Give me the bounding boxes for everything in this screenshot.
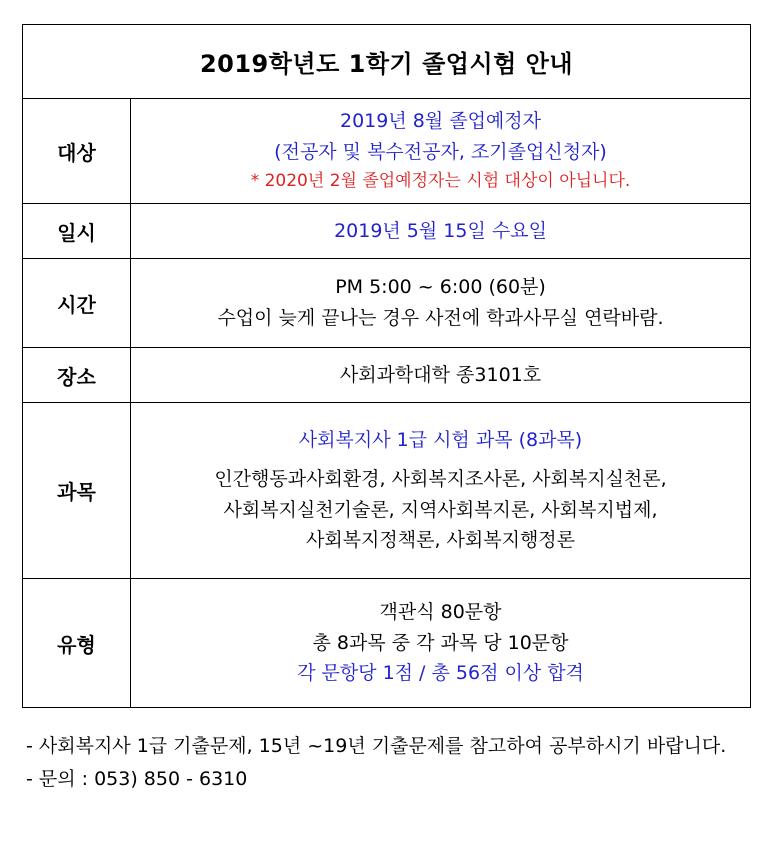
row-content-place — [131, 348, 751, 403]
row-label-place: 장소 — [23, 348, 131, 403]
table-row — [23, 204, 751, 259]
row-label-time: 시간 — [23, 259, 131, 348]
table-row — [23, 403, 751, 579]
row-content-time — [131, 259, 751, 348]
row-content-type — [131, 579, 751, 708]
row-content-subject — [131, 403, 751, 579]
table-row — [23, 259, 751, 348]
content-line: (전공자 및 복수전공자, 조기졸업신청자) — [274, 141, 607, 164]
footer-line-reference: - 사회복지사 1급 기출문제, 15년 ~19년 기출문제를 참고하여 공부하시기 바랍니다. — [26, 735, 727, 757]
content-line: 사회복지사 1급 시험 과목 (8과목) — [298, 428, 583, 451]
content-line: 사회과학대학 종3101호 — [339, 363, 542, 386]
content-line: 총 8과목 중 각 과목 당 10문항 — [312, 631, 569, 654]
row-label-type: 유형 — [23, 579, 131, 708]
footer-notes — [22, 730, 751, 797]
page-title: 2019학년도 1학기 졸업시험 안내 — [23, 25, 751, 99]
table-row-title — [23, 25, 751, 99]
row-label-date: 일시 — [23, 204, 131, 259]
content-line: 각 문항당 1점 / 총 56점 이상 합격 — [297, 662, 584, 685]
row-label-subject: 과목 — [23, 403, 131, 579]
row-content-target — [131, 99, 751, 204]
footer-line-contact: - 문의 : 053) 850 - 6310 — [26, 768, 248, 791]
row-label-target: 대상 — [23, 99, 131, 204]
content-line-warning: * 2020년 2월 졸업예정자는 시험 대상이 아닙니다. — [250, 171, 631, 191]
content-line: 수업이 늦게 끝나는 경우 사전에 학과사무실 연락바람. — [217, 307, 664, 329]
content-line: 인간행동과사회환경, 사회복지조사론, 사회복지실천론, — [214, 467, 667, 490]
content-line: 2019년 5월 15일 수요일 — [334, 219, 547, 242]
table-row — [23, 348, 751, 403]
table-row — [23, 99, 751, 204]
content-line: PM 5:00 ~ 6:00 (60분) — [335, 276, 546, 299]
content-line: 사회복지실천기술론, 지역사회복지론, 사회복지법제, — [223, 498, 658, 521]
content-line: 2019년 8월 졸업예정자 — [340, 110, 541, 133]
content-line: 사회복지정책론, 사회복지행정론 — [305, 529, 576, 552]
notice-table — [22, 24, 751, 708]
row-content-date — [131, 204, 751, 259]
content-line: 객관식 80문항 — [379, 600, 502, 623]
table-row — [23, 579, 751, 708]
